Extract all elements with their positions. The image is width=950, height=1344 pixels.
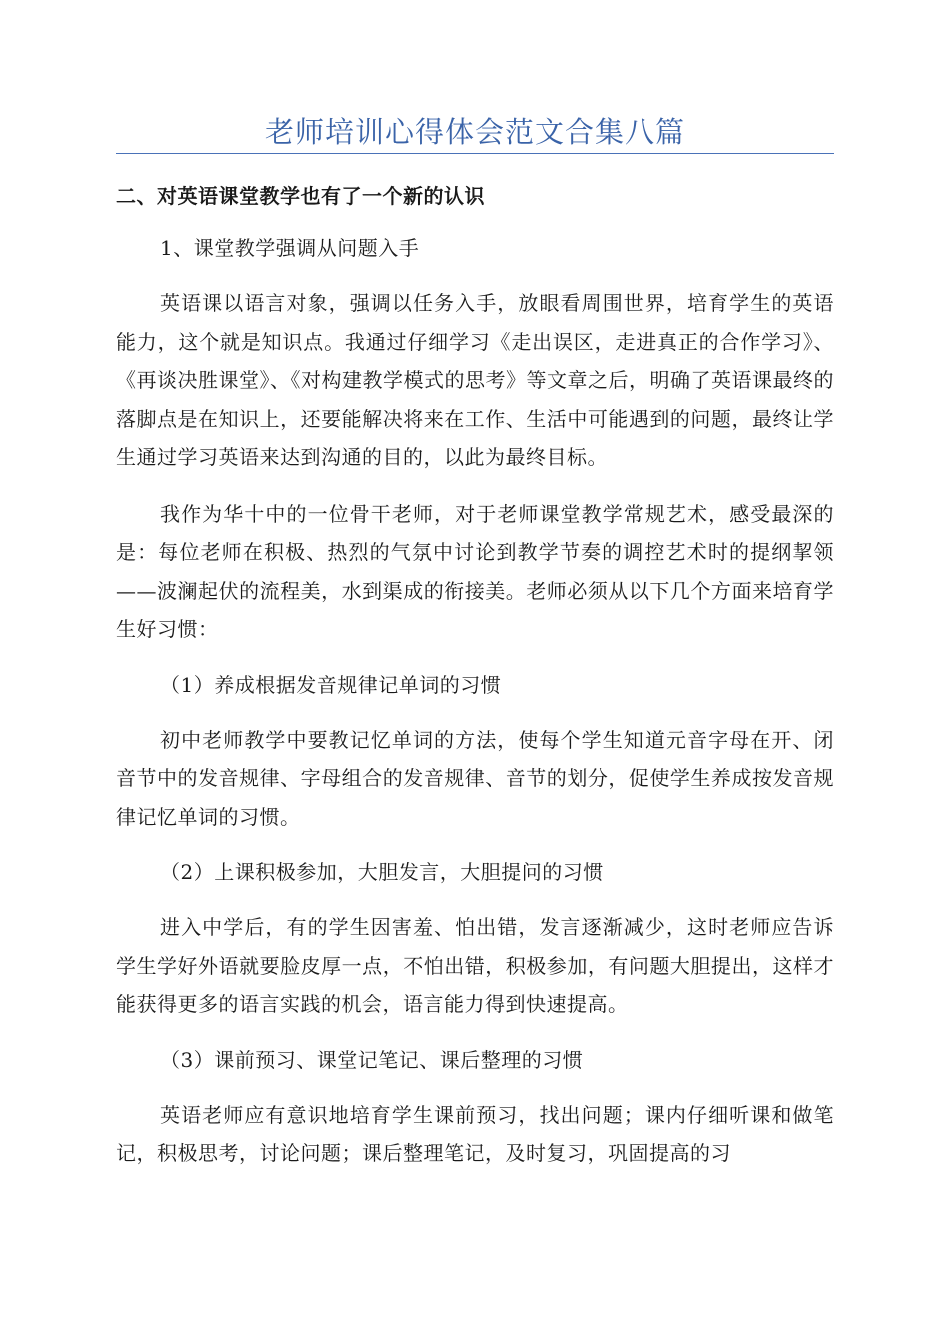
habit-2-heading: （2）上课积极参加，大胆发言，大胆提问的习惯 [160,860,604,884]
habit-3-heading: （3）课前预习、课堂记笔记、课后整理的习惯 [160,1047,584,1072]
document-title: 老师培训心得体会范文合集八篇 [264,115,685,149]
paragraph-2: 我作为华十中的一位骨干老师，对于老师课堂教学常规艺术，感受最深的是：每位老师在积极、热烈的气氛中讨论到教学节奏的调控艺术时的提纲挈领——波澜起伏的流程美，水到渠成的衔接美。老师必须从以下几个方面来培育学生好习惯： [116,501,834,641]
document-body [116,178,834,1191]
habit-1-text: 初中老师教学中要教记忆单词的方法，使每个学生知道元音字母在开、闭音节中的发音规律、字母组合的发音规律、音节的划分，促使学生养成按发音规律记忆单词的习惯。 [116,727,834,829]
title-divider [116,153,834,154]
subheading-1: 1、课堂教学强调从问题入手 [160,236,420,260]
paragraph-1: 英语课以语言对象，强调以任务入手，放眼看周围世界，培育学生的英语能力，这个就是知识点。我通过仔细学习《走出误区，走进真正的合作学习》、《再谈决胜课堂》、《对构建教学模式的思考》等文章之后，明确了英语课最终的落脚点是在知识上，还要能解决将来在工作、生活中可能遇到的问题，最终让学生通过学习英语来达到沟通的目的，以此为最终目标。 [116,291,834,469]
habit-3-text: 英语老师应有意识地培育学生课前预习，找出问题；课内仔细听课和做笔记，积极思考，讨论问题；课后整理笔记，及时复习，巩固提高的习 [116,1102,834,1165]
habit-1-heading: （1）养成根据发音规律记单词的习惯 [160,672,502,697]
habit-2-text: 进入中学后，有的学生因害羞、怕出错，发言逐渐减少，这时老师应告诉学生学好外语就要脸皮厚一点，不怕出错，积极参加，有问题大胆提出，这样才能获得更多的语言实践的机会，语言能力得到快速提高。 [116,915,834,1016]
section-heading: 二、对英语课堂教学也有了一个新的认识 [116,184,485,208]
